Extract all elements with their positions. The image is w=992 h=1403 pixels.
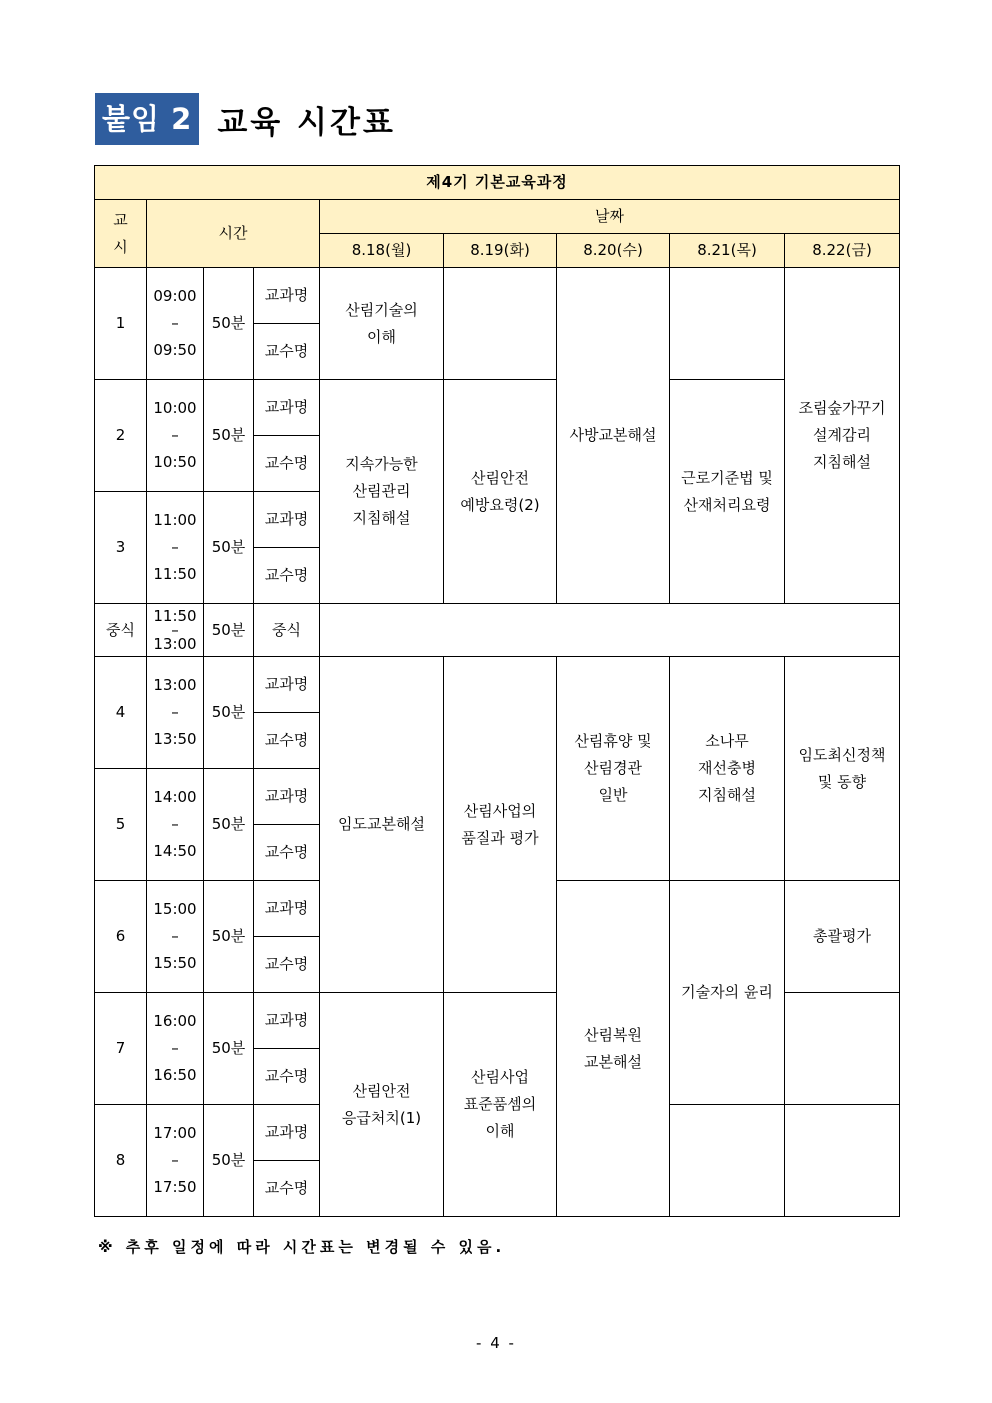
instructor-label: 교수명 bbox=[254, 1049, 320, 1105]
period-duration: 50분 bbox=[204, 769, 254, 881]
date-tue: 8.19(화) bbox=[444, 234, 557, 268]
course-cell: 산림안전 예방요령(2) bbox=[444, 380, 557, 604]
lunch-duration: 50분 bbox=[204, 604, 254, 657]
period-time: 09:00 – 09:50 bbox=[147, 268, 204, 380]
period-time: 17:00 – 17:50 bbox=[147, 1105, 204, 1217]
period-number: 1 bbox=[95, 268, 147, 380]
course-cell: 임도교본해설 bbox=[320, 657, 444, 993]
date-header: 날짜 bbox=[320, 200, 900, 234]
instructor-label: 교수명 bbox=[254, 324, 320, 380]
period-time: 13:00 – 13:50 bbox=[147, 657, 204, 769]
period-number: 7 bbox=[95, 993, 147, 1105]
instructor-label: 교수명 bbox=[254, 713, 320, 769]
lunch-empty bbox=[320, 604, 900, 657]
attachment-badge: 붙임 2 bbox=[95, 93, 199, 145]
instructor-label: 교수명 bbox=[254, 937, 320, 993]
course-cell: 임도최신정책 및 동향 bbox=[785, 657, 900, 881]
instructor-label: 교수명 bbox=[254, 548, 320, 604]
period-number: 5 bbox=[95, 769, 147, 881]
period-time: 15:00 – 15:50 bbox=[147, 881, 204, 993]
lunch-subject: 중식 bbox=[254, 604, 320, 657]
page-title: 교육 시간표 bbox=[217, 104, 396, 141]
course-cell: 총괄평가 bbox=[785, 881, 900, 993]
course-cell: 산림사업 표준품셈의 이해 bbox=[444, 993, 557, 1217]
period-duration: 50분 bbox=[204, 881, 254, 993]
period-time: 11:00 – 11:50 bbox=[147, 492, 204, 604]
schedule-note: ※ 추후 일정에 따라 시간표는 변경될 수 있음. bbox=[98, 1238, 506, 1256]
period-time: 10:00 – 10:50 bbox=[147, 380, 204, 492]
period-header: 교 시 bbox=[95, 200, 147, 268]
subject-label: 교과명 bbox=[254, 268, 320, 324]
course-cell: 사방교본해설 bbox=[557, 268, 670, 604]
date-fri: 8.22(금) bbox=[785, 234, 900, 268]
period-duration: 50분 bbox=[204, 492, 254, 604]
subject-label: 교과명 bbox=[254, 881, 320, 937]
period-duration: 50분 bbox=[204, 380, 254, 492]
period-number: 6 bbox=[95, 881, 147, 993]
lunch-time: 11:50 – 13:00 bbox=[147, 604, 204, 657]
period-duration: 50분 bbox=[204, 993, 254, 1105]
course-cell: 근로기준법 및 산재처리요령 bbox=[670, 380, 785, 604]
subject-label: 교과명 bbox=[254, 380, 320, 436]
date-wed: 8.20(수) bbox=[557, 234, 670, 268]
subject-label: 교과명 bbox=[254, 1105, 320, 1161]
empty-cell bbox=[670, 1105, 785, 1217]
period-time: 14:00 – 14:50 bbox=[147, 769, 204, 881]
course-cell: 산림사업의 품질과 평가 bbox=[444, 657, 557, 993]
course-title: 제4기 기본교육과정 bbox=[95, 166, 900, 200]
course-cell: 소나무 재선충병 지침해설 bbox=[670, 657, 785, 881]
course-cell: 기술자의 윤리 bbox=[670, 881, 785, 1105]
period-number: 4 bbox=[95, 657, 147, 769]
course-cell: 산림안전 응급처치(1) bbox=[320, 993, 444, 1217]
instructor-label: 교수명 bbox=[254, 1161, 320, 1217]
period-time: 16:00 – 16:50 bbox=[147, 993, 204, 1105]
course-cell: 조림숲가꾸기 설계감리 지침해설 bbox=[785, 268, 900, 604]
date-mon: 8.18(월) bbox=[320, 234, 444, 268]
date-thu: 8.21(목) bbox=[670, 234, 785, 268]
empty-cell bbox=[444, 268, 557, 380]
course-cell: 산림복원 교본해설 bbox=[557, 881, 670, 1217]
empty-cell bbox=[785, 993, 900, 1105]
empty-cell bbox=[785, 1105, 900, 1217]
schedule-table bbox=[94, 165, 900, 1217]
period-number: 8 bbox=[95, 1105, 147, 1217]
time-header: 시간 bbox=[147, 200, 320, 268]
subject-label: 교과명 bbox=[254, 993, 320, 1049]
page-number: - 4 - bbox=[476, 1334, 516, 1352]
subject-label: 교과명 bbox=[254, 492, 320, 548]
course-cell: 산림기술의 이해 bbox=[320, 268, 444, 380]
page-heading bbox=[95, 93, 396, 145]
period-duration: 50분 bbox=[204, 268, 254, 380]
subject-label: 교과명 bbox=[254, 769, 320, 825]
period-number: 3 bbox=[95, 492, 147, 604]
lunch-label: 중식 bbox=[95, 604, 147, 657]
course-cell: 산림휴양 및 산림경관 일반 bbox=[557, 657, 670, 881]
course-cell: 지속가능한 산림관리 지침해설 bbox=[320, 380, 444, 604]
period-duration: 50분 bbox=[204, 657, 254, 769]
period-number: 2 bbox=[95, 380, 147, 492]
empty-cell bbox=[670, 268, 785, 380]
period-duration: 50분 bbox=[204, 1105, 254, 1217]
subject-label: 교과명 bbox=[254, 657, 320, 713]
instructor-label: 교수명 bbox=[254, 436, 320, 492]
instructor-label: 교수명 bbox=[254, 825, 320, 881]
